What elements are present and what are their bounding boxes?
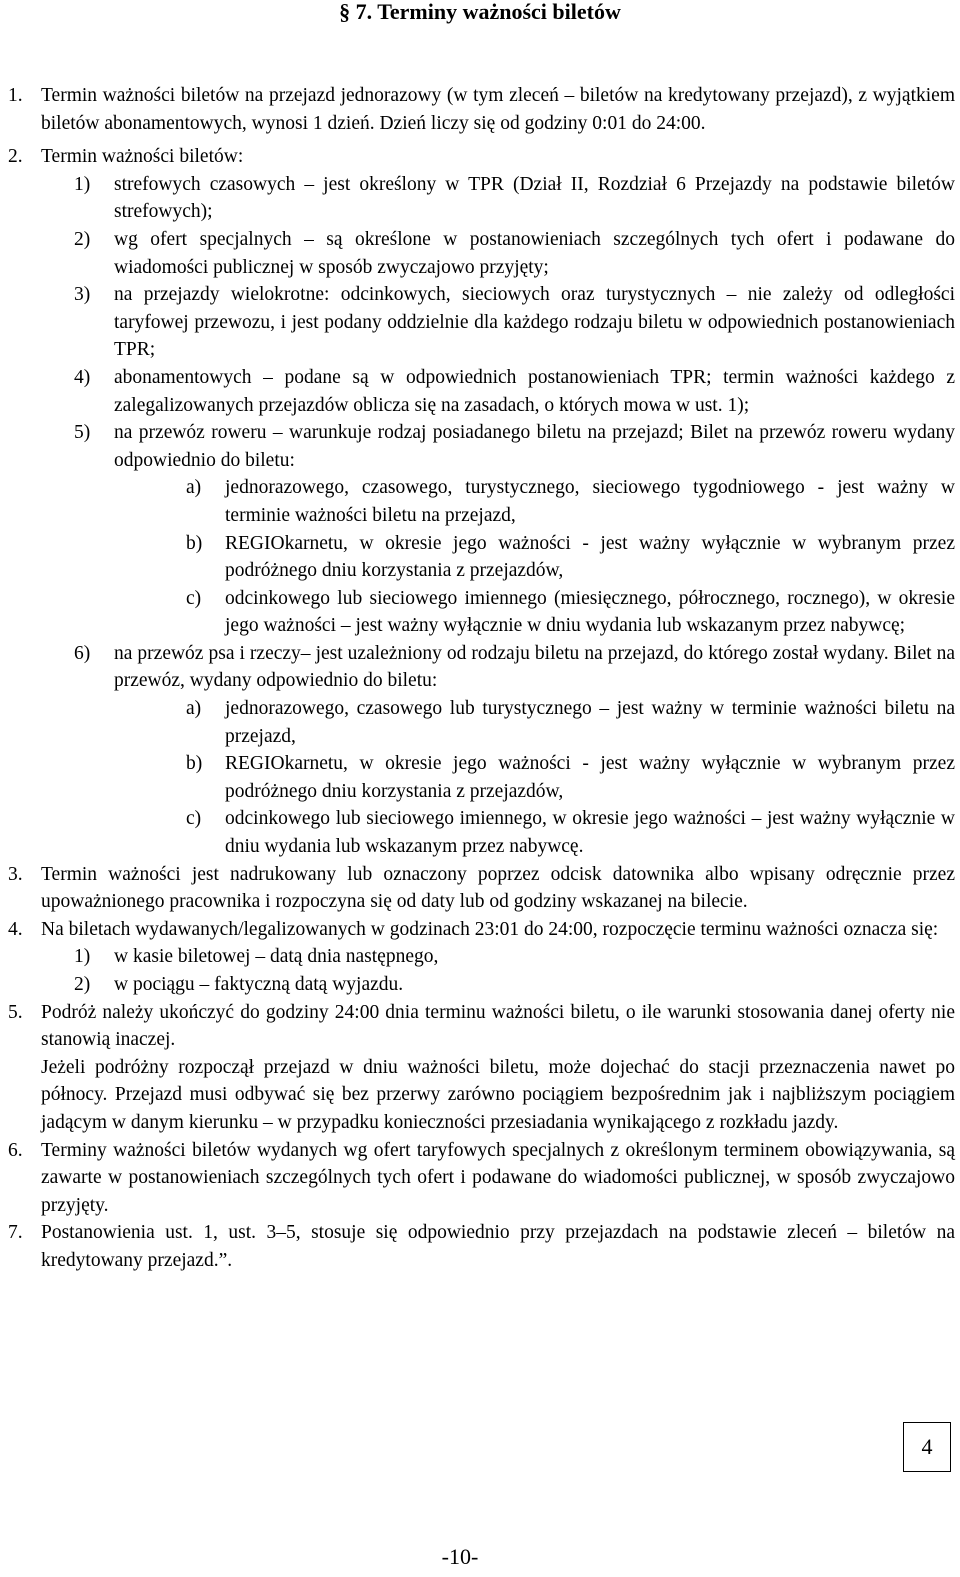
item-text: Postanowienia ust. 1, ust. 3–5, stosuje się odpowiednio przy przejazdach na podstawie zleceń – biletów na kredytowany przejazd.”.	[41, 1222, 955, 1271]
item-number: 1.	[8, 85, 23, 106]
letter-text: odcinkowego lub sieciowego imiennego, w okresie jego ważności – jest ważny wyłącznie w dniu wydania lub wskazanym przez nabywcę.	[225, 808, 955, 858]
sublist-item	[41, 640, 955, 861]
list-item	[8, 1219, 955, 1274]
item-text: Termin ważności biletów na przejazd jednorazowy (w tym zleceń – biletów na kredytowany przejazd), z wyjątkiem biletów abonamentowych, wynosi 1 dzień. Dzień liczy się od godziny 0:01 do 24:00.	[41, 85, 955, 134]
sublist-item	[41, 971, 955, 999]
subitem-text: w kasie biletowej – datą dnia następnego,	[114, 946, 439, 968]
list-item	[8, 82, 955, 137]
letter-item	[114, 585, 955, 640]
item-text: Termin ważności jest nadrukowany lub oznaczony poprzez odcisk datownika albo wpisany odręcznie przez upoważnionego pracownika i rozpoczyna się od daty lub od godziny wskazanej na bilecie.	[41, 863, 955, 913]
letter-item	[114, 530, 955, 585]
item-text: Na biletach wydawanych/legalizowanych w godzinach 23:01 do 24:00, rozpoczęcie terminu ważności oznacza się:	[41, 918, 939, 940]
sublist-item	[41, 943, 955, 971]
letter-text: jednorazowego, czasowego, turystycznego, sieciowego tygodniowego - jest ważny w terminie ważności biletu na przejazd,	[225, 477, 955, 526]
letter-text: REGIOkarnetu, w okresie jego ważności - jest ważny wyłącznie w wybranym przez podróżnego dniu korzystania z przejazdów,	[225, 532, 955, 582]
sublist	[41, 943, 955, 998]
document-body	[8, 82, 955, 1275]
subitem-number: 1)	[74, 173, 91, 195]
sublist-item	[41, 281, 955, 364]
subitem-number: 4)	[74, 366, 91, 388]
subitem-number: 6)	[74, 642, 91, 664]
sublist-item	[41, 364, 955, 419]
subitem-text: abonamentowych – podane są w odpowiednich postanowieniach TPR; termin ważności każdego z zalegalizowanych przejazdów oblicza się na zasadach, o których mowa w ust. 1);	[114, 366, 955, 416]
subitem-number: 1)	[74, 946, 91, 968]
list-item	[8, 999, 955, 1137]
item-text: Podróż należy ukończyć do godziny 24:00 dnia terminu ważności biletu, o ile warunki stosowania danej oferty nie stanowią inaczej.	[41, 1001, 955, 1051]
list-item	[8, 1137, 955, 1220]
subitem-number: 3)	[74, 284, 91, 306]
sublist-item	[41, 419, 955, 640]
boxed-number: 4	[903, 1422, 951, 1472]
item-number: 2.	[8, 146, 23, 168]
letter-item	[114, 805, 955, 860]
sublist-item	[41, 171, 955, 226]
subitem-text: w pociągu – faktyczną datą wyjazdu.	[114, 974, 404, 995]
list-item	[8, 861, 955, 916]
letter-marker: b)	[186, 532, 203, 554]
subitem-text: na przewóz psa i rzeczy– jest uzależniony od rodzaju biletu na przejazd, do którego został wydany. Bilet na przewóz, wydany odpowiednio do biletu:	[114, 642, 955, 692]
subitem-text: na przejazdy wielokrotne: odcinkowych, sieciowych oraz turystycznych – nie zależy od odległości taryfowej przewozu, i jest podany oddzielnie dla każdego rodzaju biletu w odpowiednich postanowieniach TPR;	[114, 284, 955, 361]
letter-text: odcinkowego lub sieciowego imiennego (miesięcznego, półrocznego, rocznego), w okresie jego ważności – jest ważny wyłącznie w dniu wydania lub wskazanym przez nabywcę;	[225, 587, 955, 637]
subitem-number: 5)	[74, 422, 91, 444]
subitem-text: strefowych czasowych – jest określony w TPR (Dział II, Rozdział 6 Przejazdy na podstawie biletów strefowych);	[114, 173, 955, 223]
letter-marker: a)	[186, 698, 202, 720]
item-number: 3.	[8, 863, 23, 885]
letter-marker: a)	[186, 477, 202, 499]
letter-marker: c)	[186, 587, 202, 609]
subitem-text: wg ofert specjalnych – są określone w postanowieniach szczególnych tych ofert i podawane do wiadomości publicznej w sposób zwyczajowo przyjęty;	[114, 228, 955, 278]
section-title: § 7. Terminy ważności biletów	[339, 0, 621, 24]
letter-text: REGIOkarnetu, w okresie jego ważności - jest ważny wyłącznie w wybranym przez podróżnego dniu korzystania z przejazdów,	[225, 753, 955, 802]
list-item	[8, 916, 955, 999]
sublist-item	[41, 226, 955, 281]
letter-list	[114, 695, 955, 861]
item-number: 4.	[8, 918, 23, 940]
item-paragraph: Jeżeli podróżny rozpoczął przejazd w dniu ważności biletu, może dojechać do stacji przeznaczenia nawet po północy. Przejazd musi odbywać się bez przerwy zarówno pociągiem bezpośrednim jak i najbliższym pociągiem jadącym w danym kierunku – w przypadku konieczności przesiadania wynikającego z rozkładu jazdy.	[41, 1056, 955, 1133]
item-text: Terminy ważności biletów wydanych wg ofert taryfowych specjalnych z określonym terminem obowiązywania, są zawarte w postanowieniach szczególnych tych ofert i podawane do wiadomości publicznej, w sposób zwyczajowo przyjęty.	[41, 1139, 955, 1216]
letter-text: jednorazowego, czasowego lub turystycznego – jest ważny w terminie ważności biletu na przejazd,	[225, 698, 955, 747]
subitem-number: 2)	[74, 228, 91, 250]
letter-item	[114, 474, 955, 529]
subitem-text: na przewóz roweru – warunkuje rodzaj posiadanego biletu na przejazd; Bilet na przewóz roweru wydany odpowiednio do biletu:	[114, 422, 955, 471]
item-number: 5.	[8, 1001, 23, 1023]
list-item	[8, 143, 955, 860]
letter-item	[114, 695, 955, 750]
letter-marker: b)	[186, 753, 203, 775]
item-number: 7.	[8, 1222, 23, 1244]
letter-list	[114, 474, 955, 640]
letter-item	[114, 750, 955, 805]
letter-marker: c)	[186, 808, 202, 830]
sublist	[41, 171, 955, 861]
subitem-number: 2)	[74, 974, 91, 995]
item-number: 6.	[8, 1139, 23, 1161]
item-text: Termin ważności biletów:	[41, 146, 244, 168]
page-number: -10-	[441, 1544, 479, 1569]
section-list	[8, 82, 955, 1275]
